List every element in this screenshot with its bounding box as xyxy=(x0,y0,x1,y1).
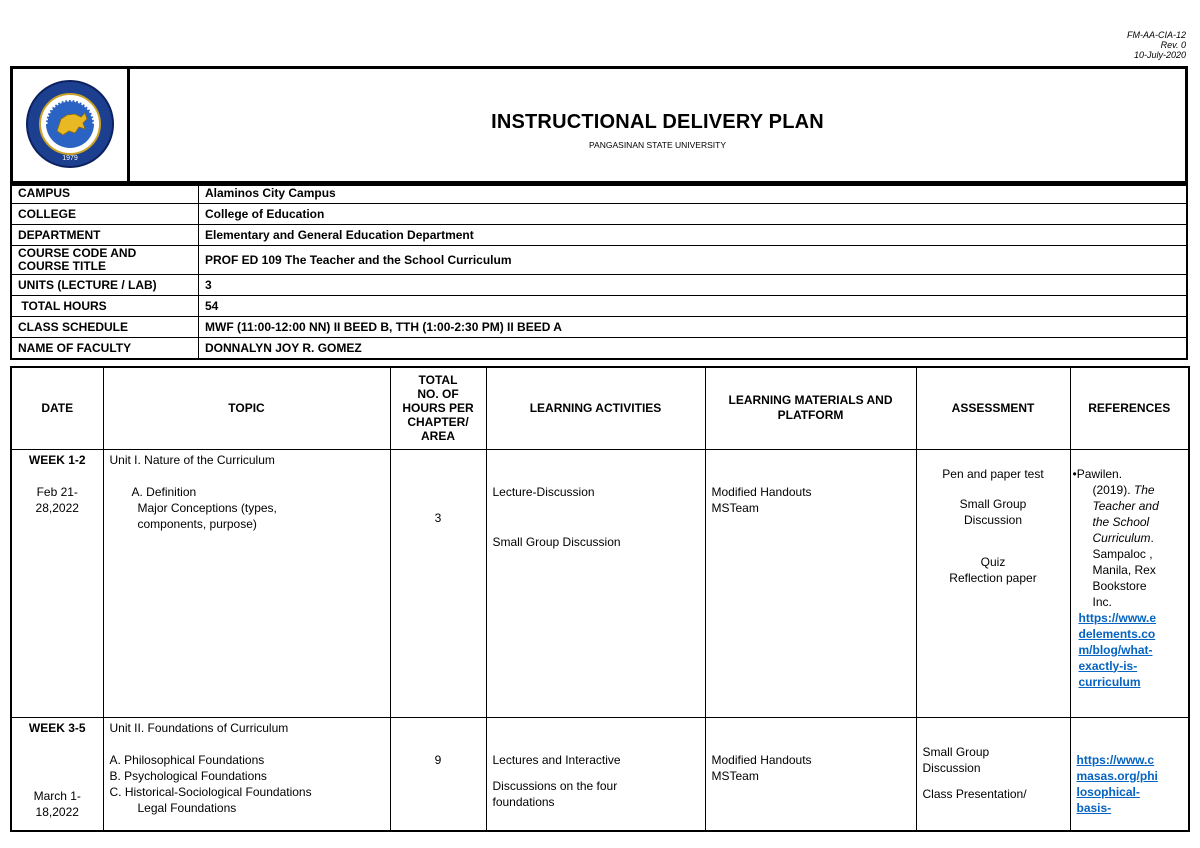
unit-title: Unit II. Foundations of Curriculum xyxy=(109,720,289,735)
hours-cell: 3 xyxy=(390,449,486,717)
materials-cell: Modified Handouts MSTeam xyxy=(705,449,916,717)
table-row xyxy=(11,717,1189,831)
schedule-value: MWF (11:00-12:00 NN) II BEED B, TTH (1:00-2:30 PM) II BEED A xyxy=(199,317,1188,338)
course-label xyxy=(11,246,199,275)
hours-cell: 9 xyxy=(390,717,486,831)
document-reference xyxy=(1127,30,1186,60)
info-row-hours xyxy=(11,296,1187,317)
topic-cell: Unit I. Nature of the Curriculum A. Definition Major Conceptions (types, components, purpose) xyxy=(103,449,390,717)
col-date: DATE xyxy=(11,367,103,449)
assessment-cell: Small Group Discussion Class Presentation/ xyxy=(916,717,1070,831)
col-assessment: ASSESSMENT xyxy=(916,367,1070,449)
course-label-line1: COURSE CODE AND xyxy=(18,246,137,260)
department-value: Elementary and General Education Department xyxy=(199,225,1188,246)
week-label: WEEK 1-2 xyxy=(28,452,86,467)
materials-cell: Modified Handouts MSTeam xyxy=(705,717,916,831)
title-cell xyxy=(129,68,1187,185)
schedule-label: CLASS SCHEDULE xyxy=(11,317,199,338)
units-label: UNITS (LECTURE / LAB) xyxy=(11,275,199,296)
info-row-schedule xyxy=(11,317,1187,338)
date-cell: WEEK 3-5 March 1- 18,2022 xyxy=(11,717,103,831)
form-code: FM-AA-CIA-12 xyxy=(1126,30,1186,40)
campus-label: CAMPUS xyxy=(11,182,199,204)
university-seal-logo xyxy=(25,79,115,169)
department-label: DEPARTMENT xyxy=(11,225,199,246)
info-row-college xyxy=(11,204,1187,225)
course-info-table xyxy=(10,181,1188,360)
topic-cell: Unit II. Foundations of Curriculum A. Philosophical Foundations B. Psychological Foundations C. Historical-Sociological Foundations Legal Foundations xyxy=(103,717,390,831)
col-activities: LEARNING ACTIVITIES xyxy=(486,367,705,449)
hours-label: TOTAL HOURS xyxy=(11,296,199,317)
info-row-faculty xyxy=(11,338,1187,360)
reference-link[interactable]: https://www.e delements.co m/blog/what- exactly-is- curriculum xyxy=(1078,610,1157,689)
col-topic: TOPIC xyxy=(103,367,390,449)
references-cell xyxy=(1070,717,1189,831)
activities-cell: Lectures and Interactive Discussions on the four foundations xyxy=(486,717,705,831)
hours-value: 54 xyxy=(199,296,1188,317)
faculty-value: DONNALYN JOY R. GOMEZ xyxy=(199,338,1188,360)
revision-date: 10-July-2020 xyxy=(1133,50,1186,60)
info-row-department xyxy=(11,225,1187,246)
info-row-campus xyxy=(11,182,1187,204)
header-table xyxy=(10,66,1188,186)
campus-value: Alaminos City Campus xyxy=(199,182,1188,204)
col-materials: LEARNING MATERIALS AND PLATFORM xyxy=(705,367,916,449)
week-label: WEEK 3-5 xyxy=(28,720,86,735)
faculty-label: NAME OF FACULTY xyxy=(11,338,199,360)
info-row-units xyxy=(11,275,1187,296)
svg-text:1979: 1979 xyxy=(62,154,78,162)
date-cell: WEEK 1-2 Feb 21- 28,2022 xyxy=(11,449,103,717)
course-value: PROF ED 109 The Teacher and the School Curriculum xyxy=(199,246,1188,275)
college-value: College of Education xyxy=(199,204,1188,225)
info-row-course xyxy=(11,246,1187,275)
revision: Rev. 0 xyxy=(1160,40,1186,50)
college-label: COLLEGE xyxy=(11,204,199,225)
delivery-plan-table xyxy=(10,366,1190,832)
course-label-line2: COURSE TITLE xyxy=(18,259,107,273)
col-hours: TOTAL NO. OF HOURS PER CHAPTER/ AREA xyxy=(390,367,486,449)
references-cell: •Pawilen. (2019). The Teacher and the School Curriculum. Sampaloc , Manila, Rex Bookstore Inc. https://www.e delements.co m/blog/what- exactly-is- curriculum xyxy=(1070,449,1189,717)
logo-cell xyxy=(12,68,129,185)
reference-link[interactable]: https://www.c masas.org/phi losophical- basis- xyxy=(1076,752,1158,815)
table-row xyxy=(11,449,1189,717)
units-value: 3 xyxy=(199,275,1188,296)
university-name: PANGASINAN STATE UNIVERSITY xyxy=(589,139,726,150)
col-references: REFERENCES xyxy=(1070,367,1189,449)
assessment-cell: Pen and paper test Small Group Discussion Quiz Reflection paper xyxy=(916,449,1070,717)
document-title: INSTRUCTIONAL DELIVERY PLAN xyxy=(491,110,824,133)
header-row xyxy=(11,367,1189,449)
unit-title: Unit I. Nature of the Curriculum xyxy=(109,452,275,467)
activities-cell: Lecture-Discussion Small Group Discussion xyxy=(486,449,705,717)
